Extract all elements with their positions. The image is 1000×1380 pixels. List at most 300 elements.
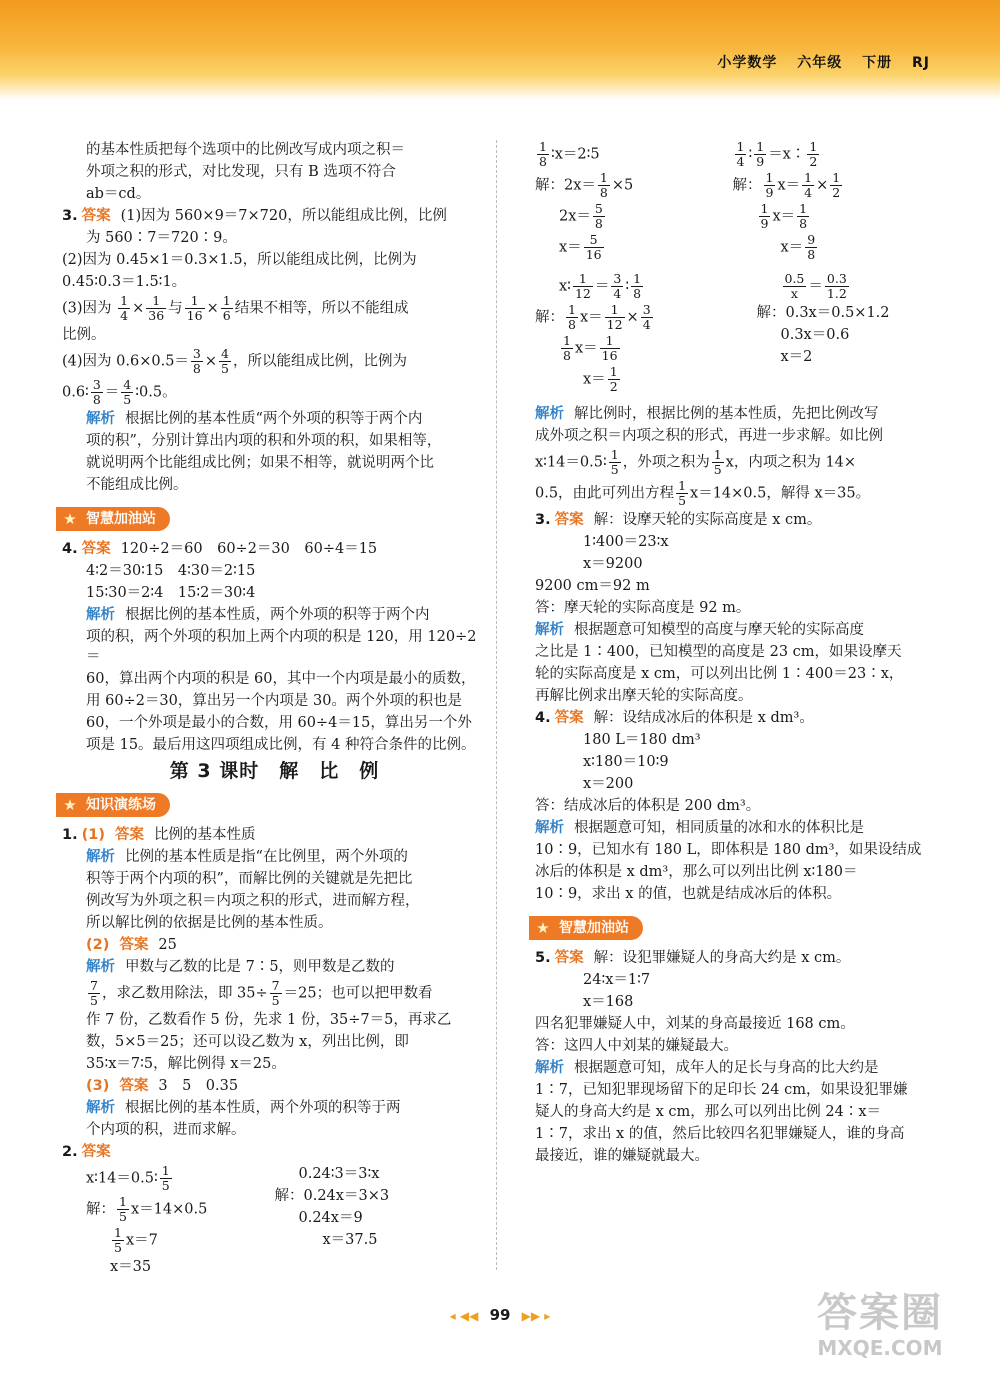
fraction xyxy=(270,979,282,1008)
text-line: 解：设结成冰后的体积是 x dm³。 xyxy=(593,710,814,726)
watermark-title: 答案圈 xyxy=(817,1290,943,1336)
fraction xyxy=(219,347,231,376)
text-line: 个内项的积，进而求解。 xyxy=(86,1122,246,1138)
equation-line xyxy=(535,171,733,200)
denominator: 8 xyxy=(92,392,101,407)
text-line-with-fractions xyxy=(535,448,930,477)
equation-line: x＝200 xyxy=(583,776,634,792)
numerator: 1 xyxy=(804,170,813,185)
fraction xyxy=(676,479,688,508)
numerator: 1 xyxy=(119,1194,127,1209)
fraction xyxy=(221,294,233,323)
section-banner xyxy=(529,916,643,940)
column-divider xyxy=(496,140,497,1270)
text-line: 比例的基本性质 xyxy=(153,827,256,843)
text-line: 1∶7，求出 x 的值，然后比较四名犯罪嫌疑人，谁的身高 xyxy=(535,1126,905,1142)
numerator: 5 xyxy=(594,201,603,216)
question-3-right xyxy=(535,510,930,706)
equation-line xyxy=(62,1226,275,1255)
intro-block xyxy=(62,140,487,204)
equation-line: 0.24x＝9 xyxy=(298,1210,363,1226)
numerator: 7 xyxy=(90,978,98,993)
text-line: 数，5×5＝25；还可以设乙数为 x，列出比例，即 xyxy=(86,1034,409,1050)
text: x＝ xyxy=(583,371,606,388)
fraction xyxy=(537,140,549,169)
text-line: 4∶2＝30∶15 4∶30＝2∶15 xyxy=(86,563,256,579)
denominator: 8 xyxy=(568,317,576,332)
text: ＝ xyxy=(104,384,120,401)
denominator: 5 xyxy=(221,361,229,376)
equation-line xyxy=(62,1164,275,1193)
question-2 xyxy=(62,1142,487,1279)
text-line: 根据题意可知模型的高度与摩天轮的实际高度 xyxy=(574,622,864,638)
fraction xyxy=(593,202,605,231)
denominator: x xyxy=(790,286,798,301)
numerator: 1 xyxy=(599,170,608,185)
text: × xyxy=(132,300,145,317)
analysis-tag: 解析 xyxy=(535,622,564,638)
answer-tag: 答案 xyxy=(114,827,144,843)
fraction xyxy=(566,303,578,332)
equation-row xyxy=(535,140,930,264)
fraction xyxy=(160,1164,172,1193)
answer-tag: 答案 xyxy=(119,1078,149,1094)
text: x＝ xyxy=(579,309,603,326)
fraction xyxy=(830,171,842,200)
text-line: (2)因为 0.45×1＝0.3×1.5，所以能组成比例，比例为 xyxy=(62,252,417,268)
denominator: 9 xyxy=(765,185,774,200)
text-line: 之比是 1∶400，已知模型的高度是 23 cm，如果设摩天 xyxy=(535,644,902,660)
equation-line xyxy=(535,334,733,363)
text: x＝ xyxy=(780,239,804,256)
denominator: 5 xyxy=(678,493,687,508)
text-line: 例改写为外项之积＝内项之积的形式，进而解方程， xyxy=(86,893,420,909)
text-line: 作 7 份，乙数看作 5 份，先求 1 份，35÷7＝5，再求乙 xyxy=(86,1012,452,1028)
fraction xyxy=(783,272,807,301)
numerator: 3 xyxy=(613,271,622,286)
fraction xyxy=(121,378,133,407)
question-number: 4. xyxy=(535,710,551,726)
answer-tag: 答案 xyxy=(81,541,111,557)
text: ＝25；也可以把甲数看 xyxy=(283,985,433,1002)
equation-line: x＝35 xyxy=(110,1259,152,1275)
text-line: 四名犯罪嫌疑人中，刘某的身高最接近 168 cm。 xyxy=(535,1016,855,1032)
text-line: 甲数与乙数的比是 7∶5，则甲数是乙数的 xyxy=(125,959,395,975)
text-line: 比例。 xyxy=(62,327,106,343)
fraction xyxy=(573,272,593,301)
text-line-with-fractions xyxy=(62,347,487,376)
fraction xyxy=(117,1195,129,1224)
fraction xyxy=(754,140,766,169)
numerator: 1 xyxy=(146,294,166,309)
denominator: 8 xyxy=(799,216,808,231)
equation-line: 1∶400＝23∶x xyxy=(583,534,669,550)
text: 解： xyxy=(86,1201,115,1218)
text: x＝7 xyxy=(125,1232,158,1249)
question-number: 1. xyxy=(62,827,78,843)
equation-line xyxy=(535,272,733,301)
numerator: 1 xyxy=(161,1163,170,1178)
text-line: 9200 cm＝92 m xyxy=(535,578,650,594)
text: 解： xyxy=(732,177,762,194)
text: x＝14×0.5，解得 x＝35。 xyxy=(690,485,871,502)
numerator: 7 xyxy=(271,978,280,993)
numerator: 1 xyxy=(563,333,571,348)
equation-line xyxy=(535,303,733,332)
denominator: 36 xyxy=(148,308,165,323)
text-line: 项的积”，分别计算出内项的积和外项的积，如果相等， xyxy=(86,433,442,449)
text-line: 解比例时，根据比例的基本性质，先把比例改写 xyxy=(574,406,879,422)
fraction xyxy=(825,272,849,301)
watermark-url: MXQE.COM xyxy=(817,1336,943,1360)
text-line-with-fractions xyxy=(62,378,487,407)
equation-line: 0.3x＝0.6 xyxy=(780,327,850,343)
denominator: 2 xyxy=(832,185,841,200)
fraction xyxy=(764,171,776,200)
denominator: 8 xyxy=(633,286,642,301)
numerator: 3 xyxy=(642,302,651,317)
fraction xyxy=(146,294,166,323)
text-line: 60，算出两个内项的积是 60，其中一个内项是最小的质数， xyxy=(86,671,476,687)
denominator: 16 xyxy=(186,308,203,323)
numerator: 1 xyxy=(600,334,620,349)
text-line: 120÷2＝60 60÷2＝30 60÷4＝15 xyxy=(120,541,378,557)
question-4 xyxy=(62,539,487,755)
text: ×5 xyxy=(611,177,634,194)
text: 解： xyxy=(535,309,564,326)
equation-line: x＝2 xyxy=(780,349,813,365)
question-number: 3. xyxy=(62,208,78,224)
text: (3)因为 xyxy=(62,300,112,317)
star-icon: ★ xyxy=(63,796,77,814)
intro-line: ab＝cd。 xyxy=(86,186,151,202)
equation-line: x∶180＝10∶9 xyxy=(583,754,669,770)
text-line: 轮的实际高度是 x cm，可以列出比例 1∶400＝23∶x， xyxy=(535,666,904,682)
question-number: 2. xyxy=(62,1144,78,1160)
text-line: 35∶x＝7∶5，解比例得 x＝25。 xyxy=(86,1056,286,1072)
grade-label: 六年级 xyxy=(797,55,843,71)
equation-block xyxy=(62,1164,275,1279)
analysis-tag: 解析 xyxy=(86,959,115,975)
equation-line xyxy=(535,140,733,169)
equation-line xyxy=(733,272,931,301)
text-line: 根据比例的基本性质，两个外项的积等于两个内 xyxy=(125,607,430,623)
right-column xyxy=(535,140,930,1168)
equation-block xyxy=(275,1164,488,1279)
numerator: 3 xyxy=(92,377,101,392)
fraction xyxy=(805,233,817,262)
intro-line: 的基本性质把每个选项中的比例改写成内项之积＝ xyxy=(86,142,405,158)
part-label: (1) xyxy=(81,827,105,843)
denominator: 4 xyxy=(804,185,813,200)
book-subject-header xyxy=(703,52,930,72)
numerator: 1 xyxy=(609,364,618,379)
denominator: 5 xyxy=(119,1209,127,1224)
fraction xyxy=(797,202,809,231)
denominator: 8 xyxy=(594,216,603,231)
part-label: (3) xyxy=(86,1078,110,1094)
numerator: 1 xyxy=(633,271,642,286)
page-number: 99 xyxy=(489,1306,511,1324)
text-line-with-fractions xyxy=(62,979,487,1008)
denominator: 5 xyxy=(90,993,98,1008)
analysis-tag: 解析 xyxy=(86,607,115,623)
text-line: 答：这四人中刘某的嫌疑最大。 xyxy=(535,1038,738,1054)
text-line: 比例的基本性质是指“在比例里，两个外项的 xyxy=(125,849,408,865)
denominator: 16 xyxy=(585,247,602,262)
answer-tag: 答案 xyxy=(81,208,111,224)
section-banner xyxy=(56,793,170,817)
intro-line: 外项之积的形式，对比发现，只有 B 选项不符合 xyxy=(86,164,396,180)
denominator: 12 xyxy=(606,317,623,332)
banner-label: 智慧加油站 xyxy=(86,511,156,527)
text-line-with-fractions xyxy=(535,479,930,508)
analysis-tag: 解析 xyxy=(86,411,115,427)
text-line: 0.45∶0.3＝1.5∶1。 xyxy=(62,274,187,290)
question-number: 4. xyxy=(62,541,78,557)
text: × xyxy=(816,177,829,194)
equation-row xyxy=(62,1164,487,1279)
text: x＝ xyxy=(772,208,796,225)
part-label: (2) xyxy=(86,937,110,953)
analysis-tag: 解析 xyxy=(86,849,115,865)
numerator: 4 xyxy=(221,346,229,361)
fraction xyxy=(185,294,205,323)
numerator: 1 xyxy=(713,447,722,462)
text-line: 再解比例求出摩天轮的实际高度。 xyxy=(535,688,753,704)
analysis-tag: 解析 xyxy=(535,406,564,422)
denominator: 4 xyxy=(613,286,622,301)
text: x∶14＝0.5∶ xyxy=(535,454,607,471)
numerator: 9 xyxy=(807,232,816,247)
text: ∶ xyxy=(625,278,630,295)
top-banner xyxy=(0,0,1000,100)
numerator: 1 xyxy=(756,139,765,154)
answer-tag: 答案 xyxy=(554,512,584,528)
text-line: 答：摩天轮的实际高度是 92 m。 xyxy=(535,600,751,616)
text-line: 1∶7，已知犯罪现场留下的足印长 24 cm，如果设犯罪嫌 xyxy=(535,1082,908,1098)
denominator: 4 xyxy=(736,154,745,169)
fraction xyxy=(735,140,747,169)
fraction xyxy=(598,171,610,200)
text-line: 解：设摩天轮的实际高度是 x cm。 xyxy=(593,512,822,528)
watermark-logo xyxy=(780,1290,980,1370)
text: 与 xyxy=(168,300,183,317)
denominator: 5 xyxy=(271,993,280,1008)
numerator: 1 xyxy=(736,139,745,154)
denominator: 9 xyxy=(756,154,765,169)
text: (4)因为 0.6×0.5＝ xyxy=(62,353,189,370)
answer-tag: 答案 xyxy=(119,937,149,953)
denominator: 8 xyxy=(563,348,571,363)
subject-label: 小学数学 xyxy=(717,55,778,71)
denominator: 8 xyxy=(192,361,201,376)
denominator: 4 xyxy=(120,308,129,323)
text: x＝ xyxy=(574,340,598,357)
text-line: 60，一个外项是最小的合数，用 60÷4＝15，算出另一个外 xyxy=(86,715,472,731)
analysis-tag: 解析 xyxy=(86,1100,115,1116)
star-icon: ★ xyxy=(536,919,550,937)
text: x，内项之积为 14× xyxy=(725,454,857,471)
answer-tag: 答案 xyxy=(554,710,584,726)
numerator: 1 xyxy=(605,303,625,318)
text: ＝ xyxy=(594,278,610,295)
fraction xyxy=(802,171,814,200)
text: 2x＝ xyxy=(559,208,591,225)
equation-block xyxy=(535,140,733,264)
text-line: 3 5 0.35 xyxy=(158,1078,239,1094)
question-3 xyxy=(62,206,487,495)
text: 解：2x＝ xyxy=(535,177,596,194)
denominator: 5 xyxy=(123,392,132,407)
numerator: 1 xyxy=(799,201,808,216)
analysis-tag: 解析 xyxy=(535,1060,564,1076)
fraction xyxy=(600,334,620,363)
volume-label: 下册 xyxy=(862,55,893,71)
text-line: 用 60÷2＝30，算出另一个内项是 30。两个外项的积也是 xyxy=(86,693,462,709)
text: × xyxy=(204,353,218,370)
numerator: 1 xyxy=(120,293,129,308)
question-number: 3. xyxy=(535,512,551,528)
text-line: 最接近，谁的嫌疑就最大。 xyxy=(535,1148,709,1164)
star-icon: ★ xyxy=(63,510,77,528)
text-line: 根据题意可知，成年人的足长与身高的比大约是 xyxy=(574,1060,879,1076)
fraction xyxy=(88,979,100,1008)
equation-line: 解：0.24x＝3×3 xyxy=(274,1188,390,1204)
text-line: 积等于两个内项的积”，而解比例的关键就是先把比 xyxy=(86,871,413,887)
numerator: 3 xyxy=(192,346,201,361)
denominator: 5 xyxy=(114,1240,122,1255)
numerator: 5 xyxy=(584,233,604,248)
fraction xyxy=(609,448,621,477)
fraction xyxy=(712,448,724,477)
denominator: 9 xyxy=(760,216,769,231)
text-line: 根据比例的基本性质，两个外项的积等于两 xyxy=(125,1100,401,1116)
text-line: (1)因为 560×9＝7×720，所以能组成比例，比例 xyxy=(120,208,447,224)
denominator: 5 xyxy=(713,462,722,477)
numerator: 1 xyxy=(185,294,205,309)
text: ∶0.5。 xyxy=(135,384,177,401)
fraction xyxy=(118,294,130,323)
equation-line xyxy=(733,171,931,200)
text: ，所以能组成比例，比例为 xyxy=(232,353,407,370)
edition-label: RJ xyxy=(912,55,930,71)
fraction xyxy=(759,202,771,231)
fraction xyxy=(605,303,625,332)
text-line: 疑人的身高大约是 x cm，那么可以列出比例 24∶x＝ xyxy=(535,1104,882,1120)
equation-block xyxy=(733,140,931,264)
numerator: 1 xyxy=(678,478,687,493)
denominator: 16 xyxy=(601,348,618,363)
numerator: 1 xyxy=(809,139,818,154)
fraction xyxy=(608,365,620,394)
fraction xyxy=(584,233,604,262)
lesson-title: 第 3 课时 解 比 例 xyxy=(169,760,380,782)
numerator: 0.3 xyxy=(826,271,847,286)
text-line: 所以解比例的依据是比例的基本性质。 xyxy=(86,915,333,931)
text-line: 为 560∶7＝720∶9。 xyxy=(86,230,237,246)
text: x∶ xyxy=(559,278,571,295)
text-line: 不能组成比例。 xyxy=(86,477,188,493)
text: ＝ xyxy=(808,278,823,295)
fraction xyxy=(631,272,643,301)
fraction xyxy=(191,347,203,376)
text-line-with-fractions xyxy=(62,294,487,323)
text: ，求乙数用除法，即 35÷ xyxy=(101,985,268,1002)
equation-line xyxy=(733,140,931,169)
question-4-right xyxy=(535,708,930,904)
equation-line: x＝168 xyxy=(583,994,634,1010)
equation-line: x＝37.5 xyxy=(322,1232,378,1248)
denominator: 12 xyxy=(574,286,591,301)
fraction xyxy=(91,378,103,407)
denominator: 2 xyxy=(609,379,618,394)
equation-line xyxy=(535,233,733,262)
numerator: 1 xyxy=(568,302,576,317)
answer-tag: 答案 xyxy=(81,1144,111,1160)
fraction xyxy=(611,272,623,301)
text: ∶ xyxy=(748,146,753,163)
equation-line xyxy=(733,202,931,231)
section-banner xyxy=(56,507,170,531)
denominator: 2 xyxy=(809,154,818,169)
equation-row xyxy=(535,272,930,396)
fraction xyxy=(641,303,653,332)
text-line: 答：结成冰后的体积是 200 dm³。 xyxy=(535,798,761,814)
question-1 xyxy=(62,825,487,1140)
numerator: 1 xyxy=(573,272,593,287)
text-line: 冰后的体积是 x dm³，那么可以列出比例 x∶180＝ xyxy=(535,864,858,880)
numerator: 1 xyxy=(760,201,769,216)
text: x＝14×0.5 xyxy=(130,1201,208,1218)
equation-line xyxy=(535,365,733,394)
text: × xyxy=(626,309,639,326)
text-line: 项的积，两个外项的积加上两个内项的积是 120，用 120÷2＝ xyxy=(86,629,477,665)
denominator: 1.2 xyxy=(826,286,847,301)
equation-line: 180 L＝180 dm³ xyxy=(583,732,701,748)
denominator: 6 xyxy=(222,308,231,323)
banner-label: 知识演练场 xyxy=(86,797,156,813)
question-5 xyxy=(535,948,930,1166)
numerator: 4 xyxy=(123,377,132,392)
numerator: 1 xyxy=(114,1225,122,1240)
text-line: 15∶30＝2∶4 15∶2＝30∶4 xyxy=(86,585,256,601)
equation-line: 24∶x＝1∶7 xyxy=(583,972,651,988)
fraction xyxy=(112,1226,124,1255)
text: 0.5，由此可列出方程 xyxy=(535,485,675,502)
text-line: 根据比例的基本性质“两个外项的积等于两个内 xyxy=(125,411,423,427)
text: × xyxy=(206,300,219,317)
numerator: 1 xyxy=(832,170,841,185)
text: ＝x∶ xyxy=(768,146,806,163)
question-number: 5. xyxy=(535,950,551,966)
text-line: 项是 15。最后用这四项组成比例，有 4 种符合条件的比例。 xyxy=(86,737,476,753)
equation-line xyxy=(733,233,931,262)
denominator: 8 xyxy=(807,247,816,262)
equation-line: x＝9200 xyxy=(583,556,643,572)
denominator: 5 xyxy=(610,462,619,477)
text: 0.6∶ xyxy=(62,384,89,401)
numerator: 1 xyxy=(610,447,619,462)
text: ∶x＝2∶5 xyxy=(550,146,600,163)
next-arrows-icon: ▶▶ ▸ xyxy=(521,1309,551,1323)
text-line: 根据题意可知，相同质量的冰和水的体积比是 xyxy=(574,820,864,836)
prev-arrows-icon: ◂ ◀◀ xyxy=(449,1309,479,1323)
left-column xyxy=(62,140,487,1279)
equation-line: 解：0.3x＝0.5×1.2 xyxy=(756,305,890,321)
text: x∶14＝0.5∶ xyxy=(86,1170,158,1187)
text-line: 就说明两个比能组成比例；如果不相等，就说明两个比 xyxy=(86,455,434,471)
